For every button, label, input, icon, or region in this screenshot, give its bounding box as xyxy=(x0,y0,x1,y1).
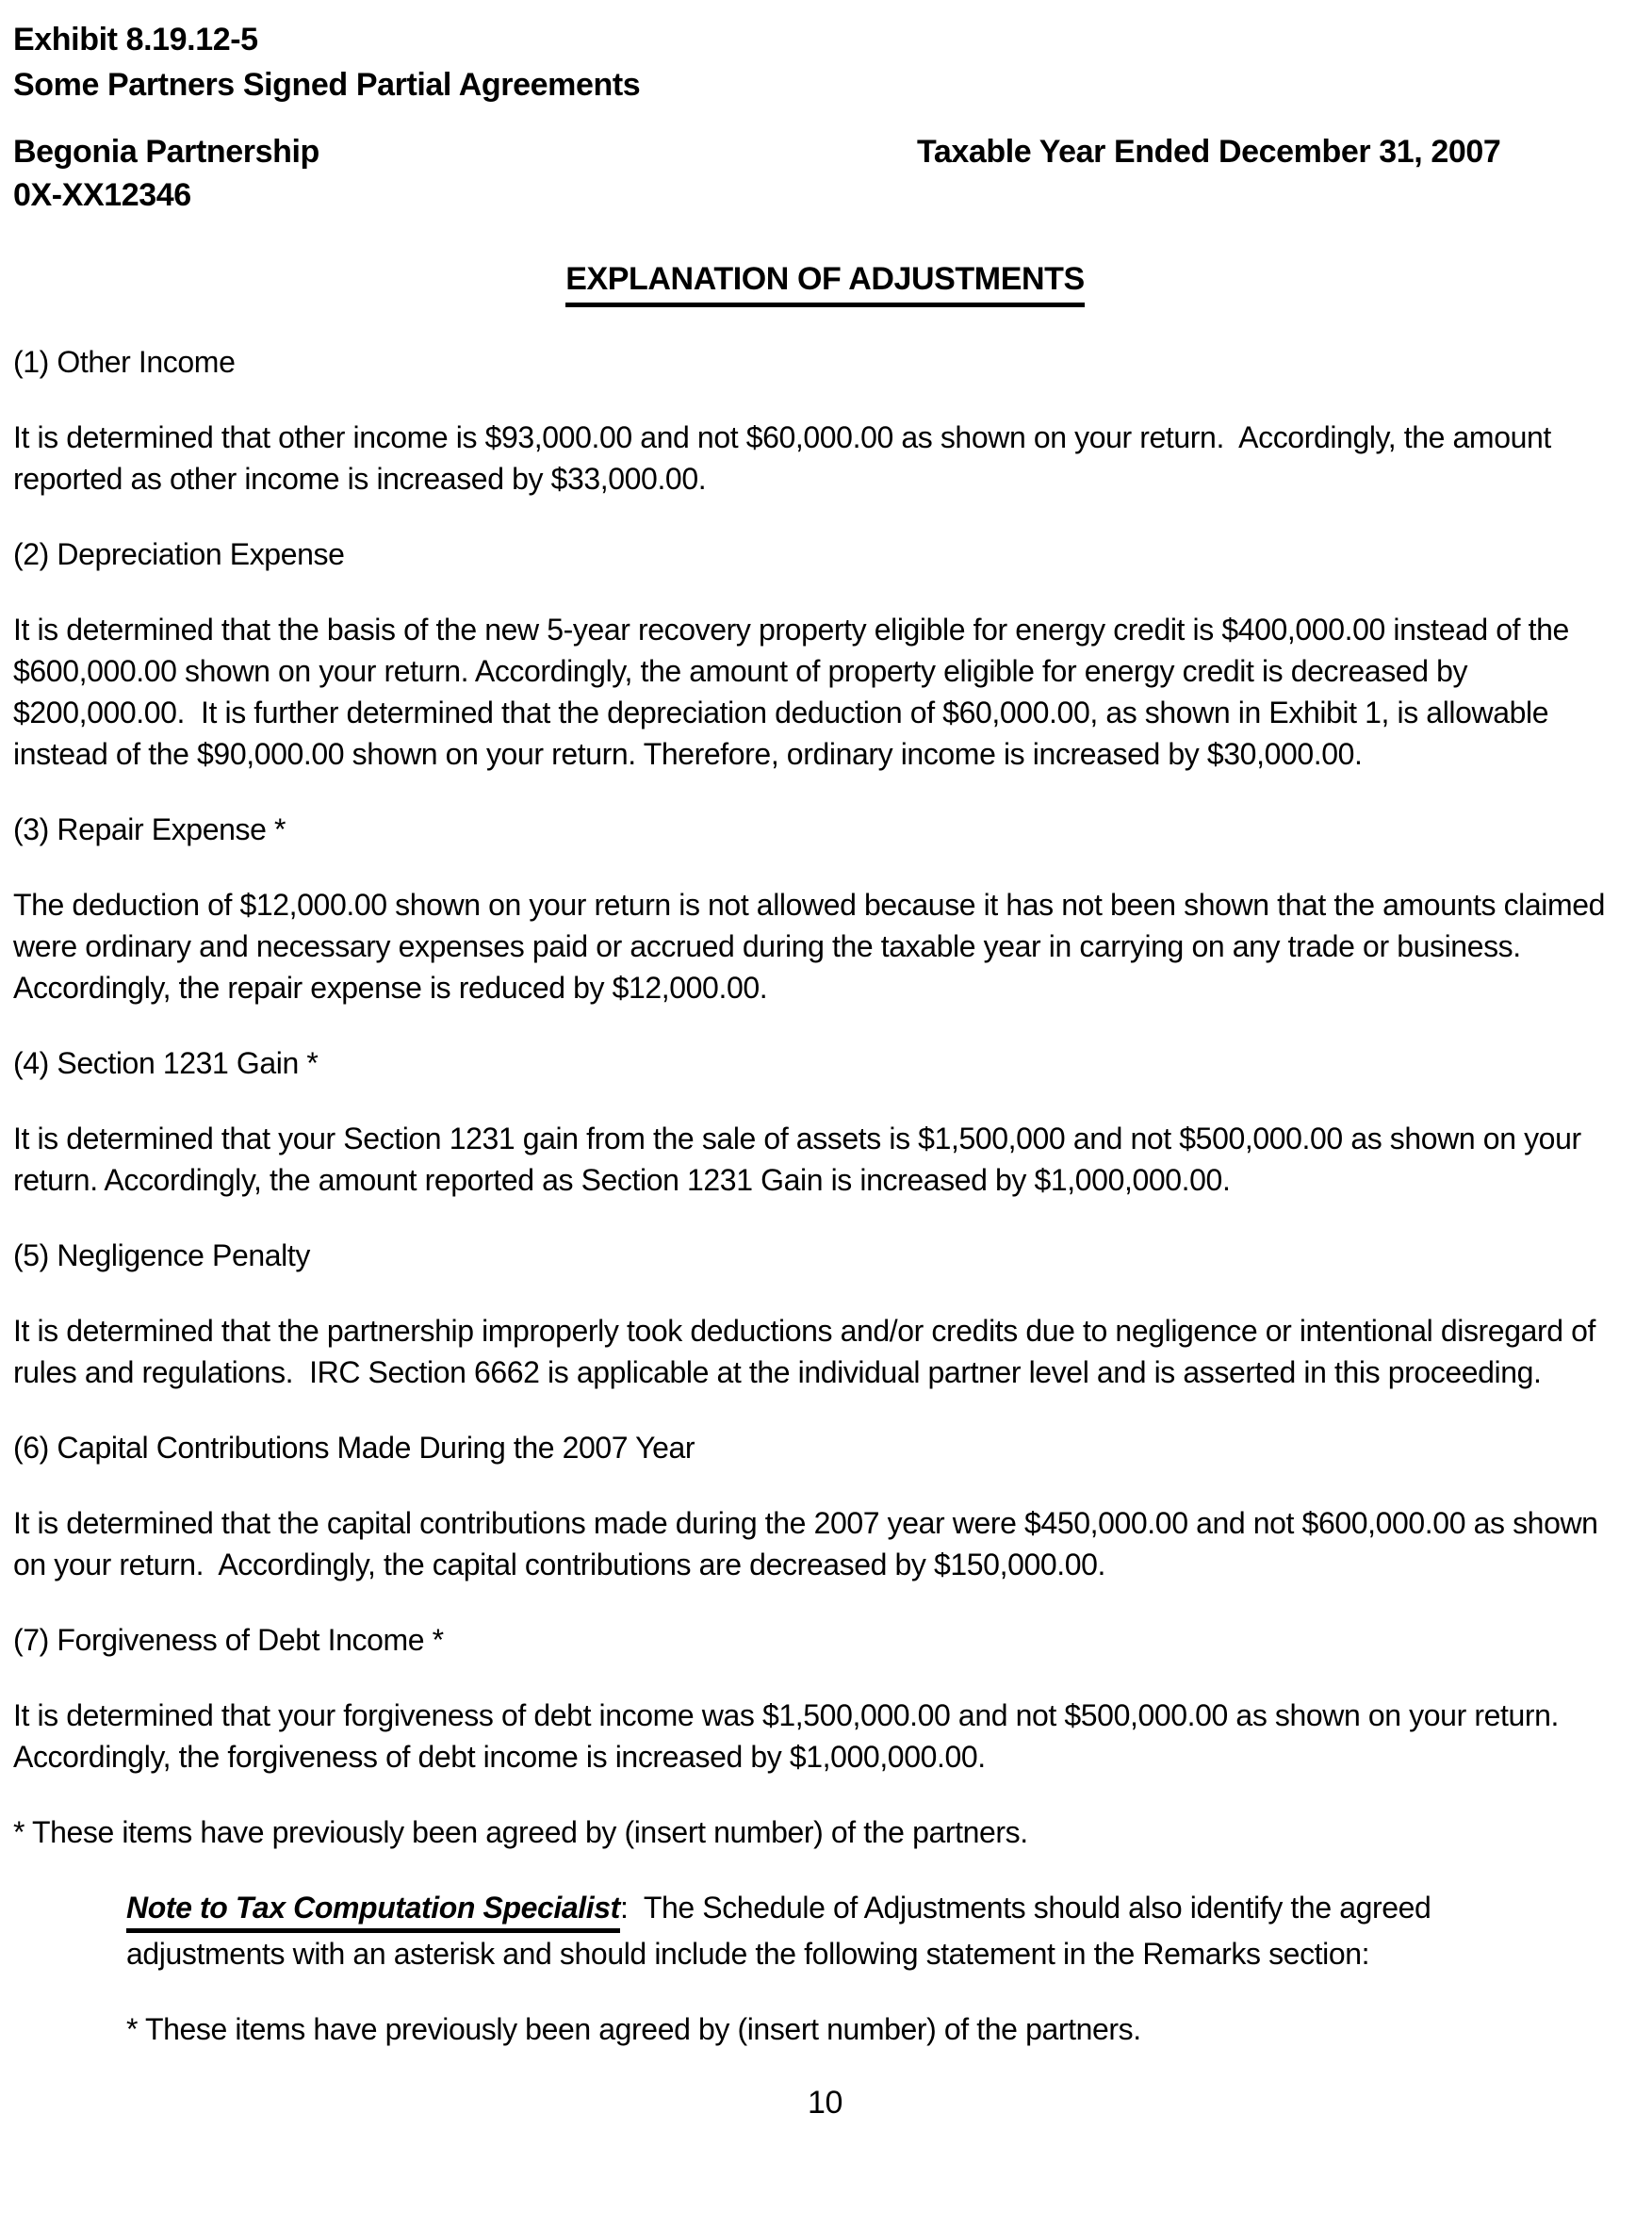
section-2-body: It is determined that the basis of the new 5-year recovery property eligible for energy credit is $400,000.00 instead of the $600,000.00 shown on your return. Accordingly, the amount of property eligible for energy credit is decreased by $200,000.00. It is further determined that the depreciation deduction of $60,000.00, as shown in Exhibit 1, is allowable instead of the $90,000.00 shown on your return. Therefore, ordinary income is increased by $30,000.00. xyxy=(13,613,1578,771)
exhibit-number: Exhibit 8.19.12-5 xyxy=(13,22,258,57)
exhibit-title: Some Partners Signed Partial Agreements xyxy=(13,67,641,103)
title-row xyxy=(13,258,1637,307)
section-6-body: It is determined that the capital contributions made during the 2007 year were $450,000.00 and not $600,000.00 as shown on your return. Accordingly, the capital contributions are decreased by $150,000.00. xyxy=(13,1506,1607,1581)
note-asterisk-footnote: * These items have previously been agreed by (insert number) of the partners. xyxy=(126,2012,1141,2046)
taxable-year: Taxable Year Ended December 31, 2007 xyxy=(917,134,1501,170)
note-lead: Note to Tax Computation Specialist xyxy=(126,1887,620,1933)
section-5-body: It is determined that the partnership improperly took deductions and/or credits due to negligence or intentional disregard of rules and regulations. IRC Section 6662 is applicable at the individual partner level and is asserted in this proceeding. xyxy=(13,1314,1604,1389)
section-3-body: The deduction of $12,000.00 shown on your return is not allowed because it has not been shown that the amounts claimed were ordinary and necessary expenses paid or accrued during the taxable year in carrying on any trade or business. Accordingly, the repair expense is reduced by $12,000.00. xyxy=(13,888,1613,1005)
page-title: EXPLANATION OF ADJUSTMENTS xyxy=(565,258,1085,307)
section-3-heading: (3) Repair Expense * xyxy=(13,812,286,846)
asterisk-footnote: * These items have previously been agreed by (insert number) of the partners. xyxy=(13,1815,1028,1849)
section-7-heading: (7) Forgiveness of Debt Income * xyxy=(13,1623,444,1657)
section-5-heading: (5) Negligence Penalty xyxy=(13,1238,310,1272)
section-1-heading: (1) Other Income xyxy=(13,345,236,379)
partnership-id: 0X-XX12346 xyxy=(13,177,191,213)
section-7-body: It is determined that your forgiveness of debt income was $1,500,000.00 and not $500,000.00 as shown on your return. Accordingly, the forgiveness of debt income is increased by $1,000,000.00. xyxy=(13,1698,1574,1774)
note-body: : The Schedule of Adjustments should also identify the agreed adjustments with an asterisk and should include the following statement in the Remarks section: xyxy=(126,1891,1439,1971)
partnership-name: Begonia Partnership xyxy=(13,134,319,170)
taxpayer-id-row xyxy=(13,130,1637,217)
section-2-heading: (2) Depreciation Expense xyxy=(13,537,345,571)
section-6-heading: (6) Capital Contributions Made During the 2007 Year xyxy=(13,1431,695,1465)
page-number: 10 xyxy=(807,2085,843,2121)
note-to-tax-computation-specialist xyxy=(126,1887,1637,1974)
section-4-heading: (4) Section 1231 Gain * xyxy=(13,1046,319,1080)
exhibit-header xyxy=(13,17,1637,107)
section-1-body: It is determined that other income is $93,000.00 and not $60,000.00 as shown on your return. Accordingly, the amount reported as other income is increased by $33,000.00. xyxy=(13,420,1560,496)
taxpayer-id-block xyxy=(13,130,917,217)
section-4-body: It is determined that your Section 1231 gain from the sale of assets is $1,500,000 and not $500,000.00 as shown on your return. Accordingly, the amount reported as Section 1231 Gain is increased by $1,000,000.00. xyxy=(13,1122,1590,1197)
